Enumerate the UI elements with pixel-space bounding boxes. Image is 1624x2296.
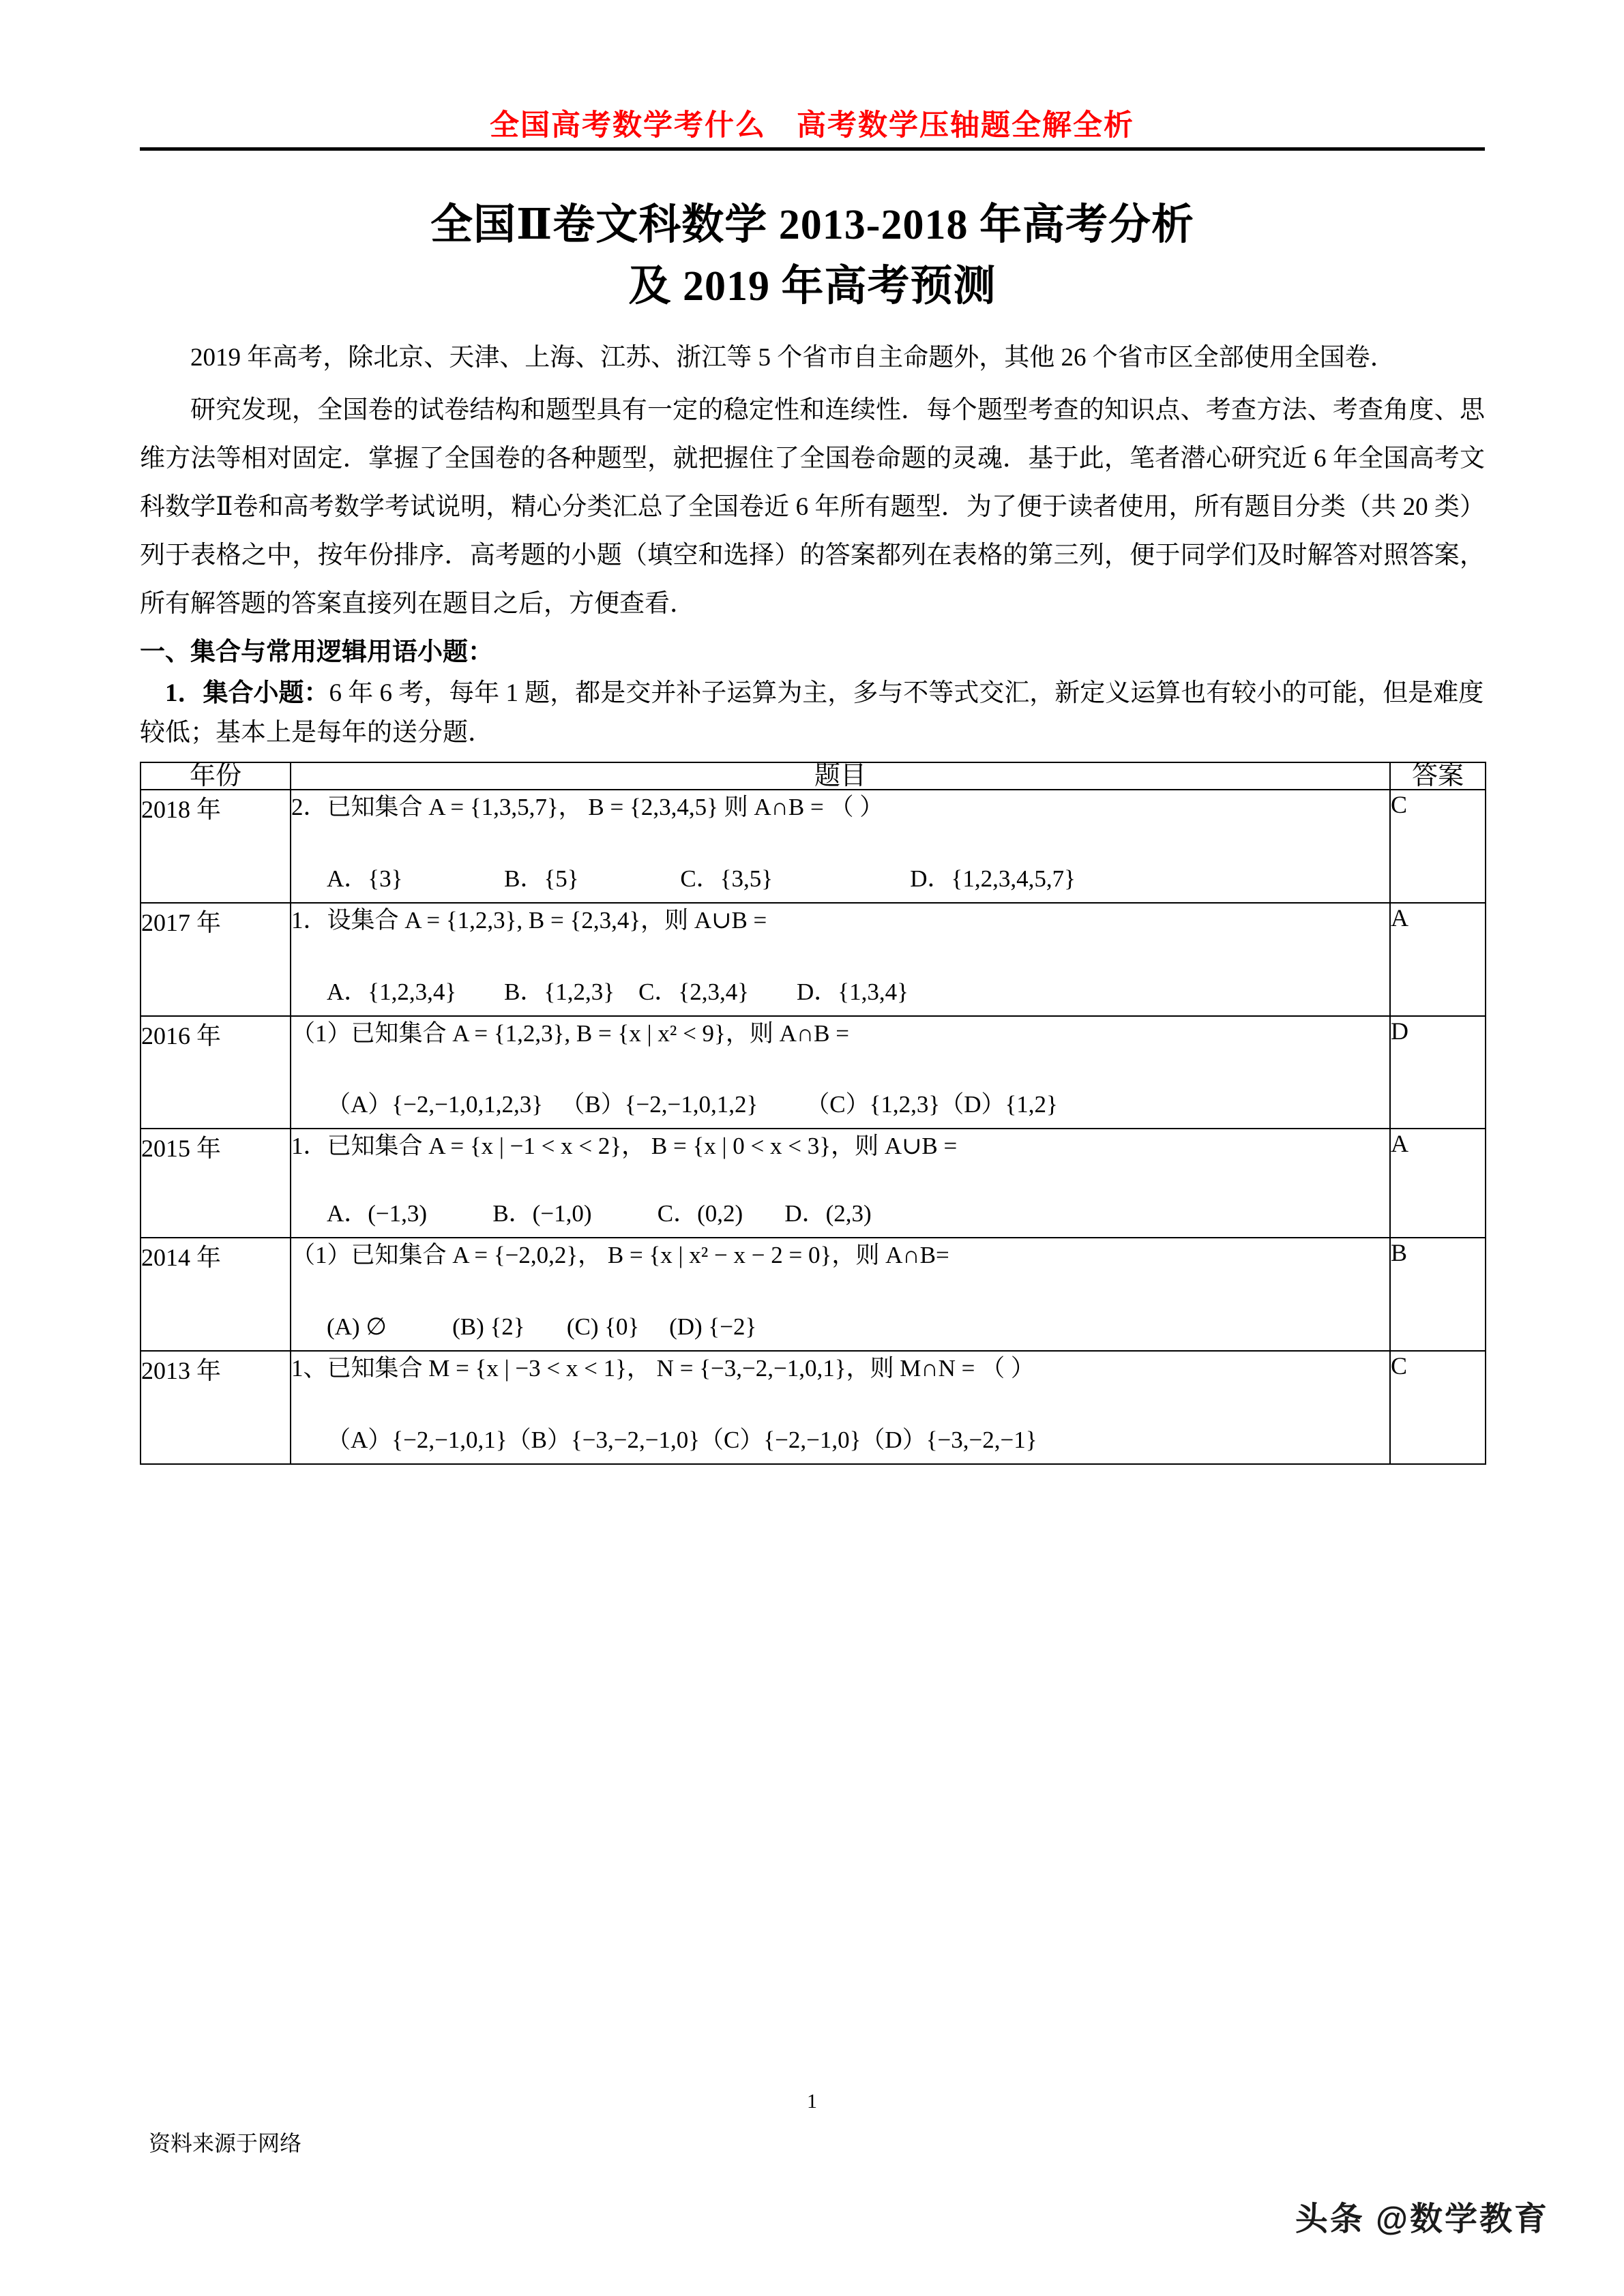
question-options: A．{3} B．{5} C．{3,5} D．{1,2,3,4,5,7} (327, 865, 1076, 892)
questions-table-body (141, 790, 1486, 1464)
column-header-year: 年份 (141, 762, 291, 790)
table-row (141, 1129, 1486, 1238)
question-options: （A）{−2,−1,0,1}（B）{−3,−2,−1,0}（C）{−2,−1,0}（D）{−3,−2,−1} (327, 1426, 1037, 1453)
cell-answer: C (1390, 1351, 1486, 1464)
cell-answer: B (1390, 1238, 1486, 1351)
question-options: A．{1,2,3,4} B．{1,2,3} C．{2,3,4} D．{1,3,4} (327, 978, 909, 1005)
intro-paragraph-2: 研究发现，全国卷的试卷结构和题型具有一定的稳定性和连续性．每个题型考查的知识点、考查方法、考查角度、思维方法等相对固定．掌握了全国卷的各种题型，就把握住了全国卷命题的灵魂．基于此，笔者潜心研究近 6 年全国高考文科数学Ⅱ卷和高考数学考试说明，精心分类汇总了全国卷近 6 年所有题型．为了便于读者使用，所有题目分类（共 20 类）列于表格之中，按年份排序．高考题的小题（填空和选择）的答案都列在表格的第三列，便于同学们及时解答对照答案，所有解答题的答案直接列在题目之后，方便查看． (140, 396, 1485, 618)
question-stem: 2．已知集合 A = {1,3,5,7}， B = {2,3,4,5} 则 A∩B = （ ） (291, 794, 884, 821)
question-options: (A) ∅ (B) {2} (C) {0} (D) {−2} (327, 1313, 757, 1340)
cell-item (291, 1016, 1390, 1129)
subsection-heading-label: 1．集合小题： (165, 679, 329, 708)
cell-item (291, 903, 1390, 1016)
questions-table (140, 762, 1486, 1465)
table-row (141, 903, 1486, 1016)
question-stem: 1．已知集合 A = {x | −1 < x < 2}， B = {x | 0 < x < 3}，则 A∪B = (291, 1133, 958, 1160)
document-body (140, 196, 1485, 1465)
cell-year: 2013 年 (141, 1351, 291, 1464)
table-row (141, 1238, 1486, 1351)
subsection-heading (140, 674, 1485, 752)
question-stem: （1）已知集合 A = {−2,0,2}， B = {x | x² − x − 2 = 0}，则 A∩B= (291, 1242, 949, 1269)
running-header (0, 102, 1624, 144)
cell-year: 2014 年 (141, 1238, 291, 1351)
column-header-item: 题目 (291, 762, 1390, 790)
section-heading: 一、集合与常用逻辑用语小题： (140, 638, 493, 667)
cell-year: 2015 年 (141, 1129, 291, 1238)
cell-answer: D (1390, 1016, 1486, 1129)
question-stem: 1、已知集合 M = {x | −3 < x < 1}， N = {−3,−2,−1,0,1}，则 M∩N = （ ） (291, 1354, 1035, 1382)
cell-item (291, 1129, 1390, 1238)
cell-year: 2016 年 (141, 1016, 291, 1129)
cell-year: 2017 年 (141, 903, 291, 1016)
subsection-heading-text: 6 年 6 考，每年 1 题，都是交并补子运算为主，多与不等式交汇，新定义运算也有较小的可能，但是难度较低；基本上是每年的送分题． (140, 679, 1484, 747)
header-divider-rule (140, 147, 1485, 151)
question-stem: （1）已知集合 A = {1,2,3}, B = {x | x² < 9}，则 A∩B = (291, 1019, 849, 1047)
cell-item (291, 1238, 1390, 1351)
source-note: 资料来源于网络 (149, 2131, 302, 2156)
cell-item (291, 1351, 1390, 1464)
watermark: 头条 @数学教育 (1295, 2201, 1549, 2237)
question-options: A．(−1,3) B．(−1,0) C．(0,2) D．(2,3) (327, 1200, 872, 1227)
cell-answer: A (1390, 1129, 1486, 1238)
question-options: （A）{−2,−1,0,1,2,3} （B）{−2,−1,0,1,2} （C）{1,2,3}（D）{1,2} (327, 1091, 1058, 1118)
page-title-line2: 及 2019 年高考预测 (628, 263, 996, 310)
cell-answer: A (1390, 903, 1486, 1016)
table-row (141, 1016, 1486, 1129)
page-title-line1: 全国Ⅱ卷文科数学 2013-2018 年高考分析 (430, 202, 1194, 248)
page-number: 1 (807, 2090, 817, 2113)
running-header-title: 全国高考数学考什么 高考数学压轴题全解全析 (490, 109, 1134, 142)
table-row (141, 1351, 1486, 1464)
intro-paragraph-1: 2019 年高考，除北京、天津、上海、江苏、浙江等 5 个省市自主命题外，其他 26 个省市区全部使用全国卷． (190, 344, 1396, 372)
cell-year: 2018 年 (141, 790, 291, 903)
cell-item (291, 790, 1390, 903)
table-header-row (141, 762, 1486, 790)
column-header-answer: 答案 (1390, 762, 1486, 790)
question-stem: 1．设集合 A = {1,2,3}, B = {2,3,4}，则 A∪B = (291, 906, 767, 934)
table-row (141, 790, 1486, 903)
cell-answer: C (1390, 790, 1486, 903)
